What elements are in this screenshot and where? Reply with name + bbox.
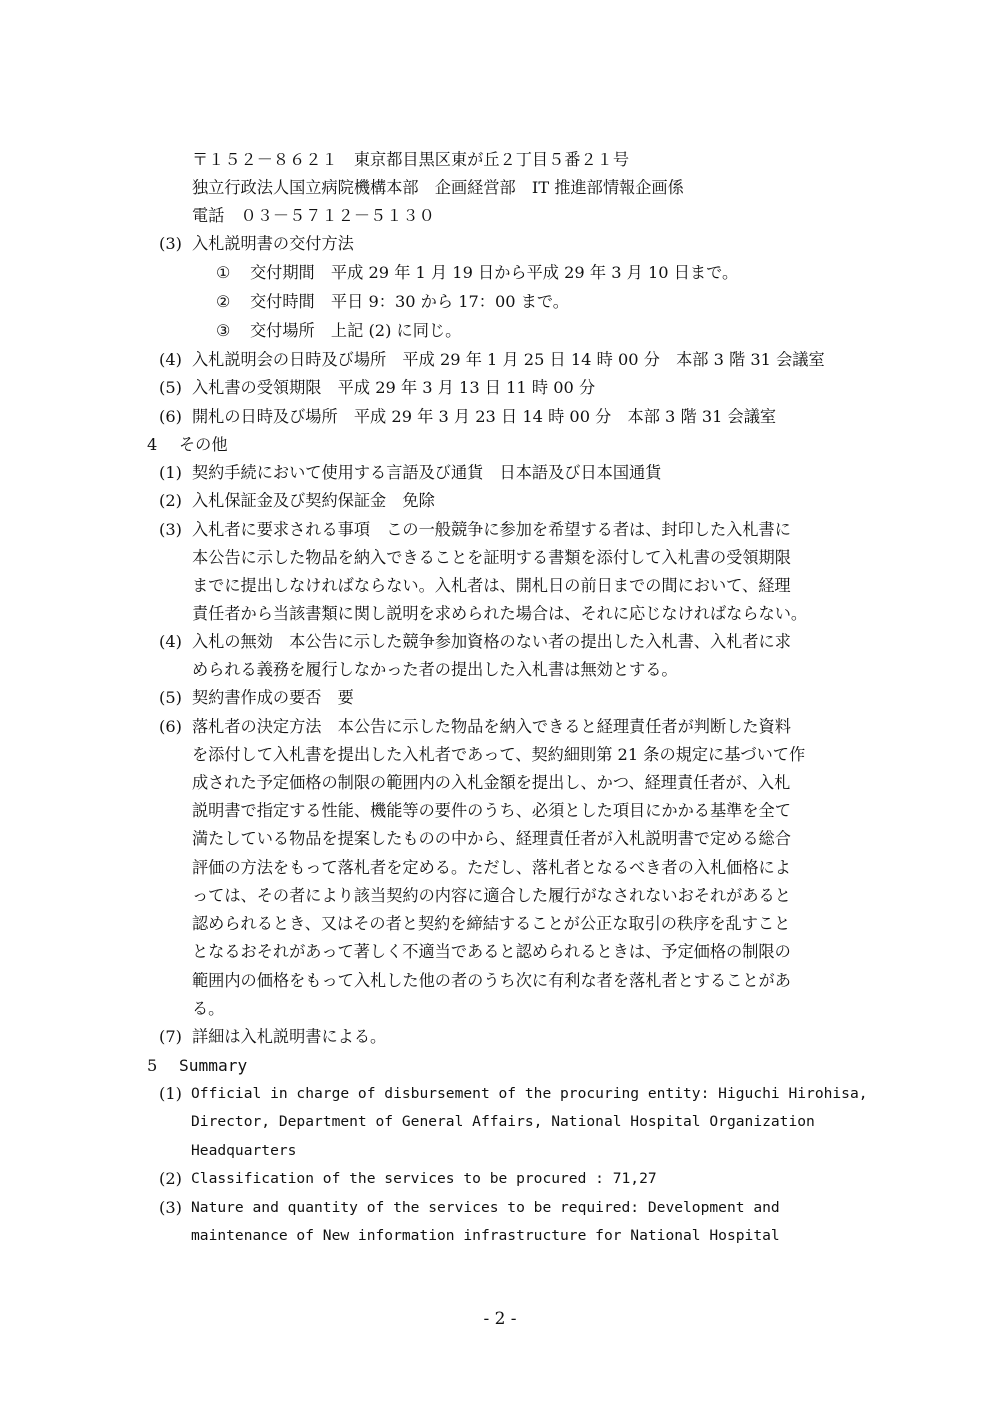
item-4-3-line: 入札者に要求される事項 この一般競争に参加を希望する者は、封印した入札書に <box>192 520 791 539</box>
item-3-5-text: 入札書の受領期限 平成 29 年 3 月 13 日 11 時 00 分 <box>192 378 596 397</box>
item-5-1-line: Headquarters <box>191 1142 297 1159</box>
delivery-1-text: 交付期間 平成 29 年 1 月 19 日から平成 29 年 3 月 10 日まで。 <box>250 263 739 282</box>
item-4-6-line: 満たしている物品を提案したものの中から、経理責任者が入札説明書で定める総合 <box>192 829 791 848</box>
item-4-3-line: 本公告に示した物品を納入できることを証明する書類を添付して入札書の受領期限 <box>192 548 791 567</box>
item-5-1-num: (1) <box>159 1084 182 1103</box>
item-4-2-num: (2) <box>159 491 182 510</box>
item-4-7-num: (7) <box>159 1027 182 1046</box>
item-5-3-num: (3) <box>159 1198 182 1217</box>
delivery-3-text: 交付場所 上記 (2) に同じ。 <box>250 321 462 340</box>
delivery-2-mark: ② <box>216 292 231 311</box>
item-4-4-line: 入札の無効 本公告に示した競争参加資格のない者の提出した入札書、入札者に求 <box>192 632 791 651</box>
item-3-6-text: 開札の日時及び場所 平成 29 年 3 月 23 日 14 時 00 分 本部 3 階 31 会議室 <box>192 407 777 426</box>
item-4-3-line: までに提出しなければならない。入札者は、開札日の前日までの間において、経理 <box>192 576 791 595</box>
item-3-3-text: 入札説明書の交付方法 <box>192 234 354 253</box>
item-4-4-num: (4) <box>159 632 182 651</box>
item-3-3-num: (3) <box>159 234 182 253</box>
item-4-2-line: 入札保証金及び契約保証金 免除 <box>192 491 435 510</box>
contact-address: 〒１５２－８６２１ 東京都目黒区東が丘２丁目５番２１号 <box>192 150 630 169</box>
item-4-6-line: 成された予定価格の制限の範囲内の入札金額を提出し、かつ、経理責任者が、入札 <box>192 773 791 792</box>
item-3-4-num: (4) <box>159 350 182 369</box>
item-4-6-line: となるおそれがあって著しく不適当であると認められるときは、予定価格の制限の <box>192 942 791 961</box>
item-4-5-line: 契約書作成の要否 要 <box>192 688 354 707</box>
item-4-6-line: 認められるとき、又はその者と契約を締結することが公正な取引の秩序を乱すこと <box>192 914 791 933</box>
item-3-4-text: 入札説明会の日時及び場所 平成 29 年 1 月 25 日 14 時 00 分 本部 3 階 31 会議室 <box>192 350 825 369</box>
item-4-4-line: められる義務を履行しなかった者の提出した入札書は無効とする。 <box>192 660 678 679</box>
item-4-5-num: (5) <box>159 688 182 707</box>
item-4-6-line: 落札者の決定方法 本公告に示した物品を納入できると経理責任者が判断した資料 <box>192 717 791 736</box>
item-5-3-line: Nature and quantity of the services to be required: Development and <box>191 1199 780 1216</box>
item-3-6-num: (6) <box>159 407 182 426</box>
section-4-number: 4 <box>147 435 158 454</box>
item-4-3-line: 責任者から当該書類に関し説明を求められた場合は、それに応じなければならない。 <box>192 604 808 623</box>
item-4-1-line: 契約手続において使用する言語及び通貨 日本語及び日本国通貨 <box>192 463 662 482</box>
item-4-7-line: 詳細は入札説明書による。 <box>192 1027 387 1046</box>
item-4-6-line: る。 <box>192 999 225 1018</box>
contact-office: 独立行政法人国立病院機構本部 企画経営部 IT 推進部情報企画係 <box>192 178 684 197</box>
section-5-heading: Summary <box>179 1056 248 1075</box>
item-4-6-line: 評価の方法をもって落札者を定める。ただし、落札者となるべき者の入札価格によ <box>192 858 791 877</box>
item-5-1-line: Official in charge of disbursement of the procuring entity: Higuchi Hirohisa, <box>191 1085 868 1102</box>
contact-phone: 電話 ０３－５７１２－５１３０ <box>192 206 435 225</box>
delivery-2-text: 交付時間 平日 9：30 から 17：00 まで。 <box>250 292 569 311</box>
item-5-2-line: Classification of the services to be procured : 71,27 <box>191 1170 657 1187</box>
item-4-3-num: (3) <box>159 520 182 539</box>
page-number: - 2 - <box>483 1309 517 1329</box>
item-4-6-line: 説明書で指定する性能、機能等の要件のうち、必須とした項目にかかる基準を全て <box>192 801 791 820</box>
item-4-6-line: を添付して入札書を提出した入札者であって、契約細則第 21 条の規定に基づいて作 <box>192 745 806 764</box>
item-5-3-line: maintenance of New information infrastructure for National Hospital <box>191 1227 780 1244</box>
section-4-heading: その他 <box>179 435 228 454</box>
item-5-1-line: Director, Department of General Affairs, National Hospital Organization <box>191 1113 815 1130</box>
delivery-1-mark: ① <box>216 263 231 282</box>
item-4-6-line: 範囲内の価格をもって入札した他の者のうち次に有利な者を落札者とすることがあ <box>192 971 791 990</box>
delivery-3-mark: ③ <box>216 321 231 340</box>
item-3-5-num: (5) <box>159 378 182 397</box>
item-4-6-num: (6) <box>159 717 182 736</box>
item-4-6-line: っては、その者により該当契約の内容に適合した履行がなされないおそれがあると <box>192 886 791 905</box>
section-5-number: 5 <box>147 1056 158 1075</box>
item-5-2-num: (2) <box>159 1169 182 1188</box>
item-4-1-num: (1) <box>159 463 182 482</box>
